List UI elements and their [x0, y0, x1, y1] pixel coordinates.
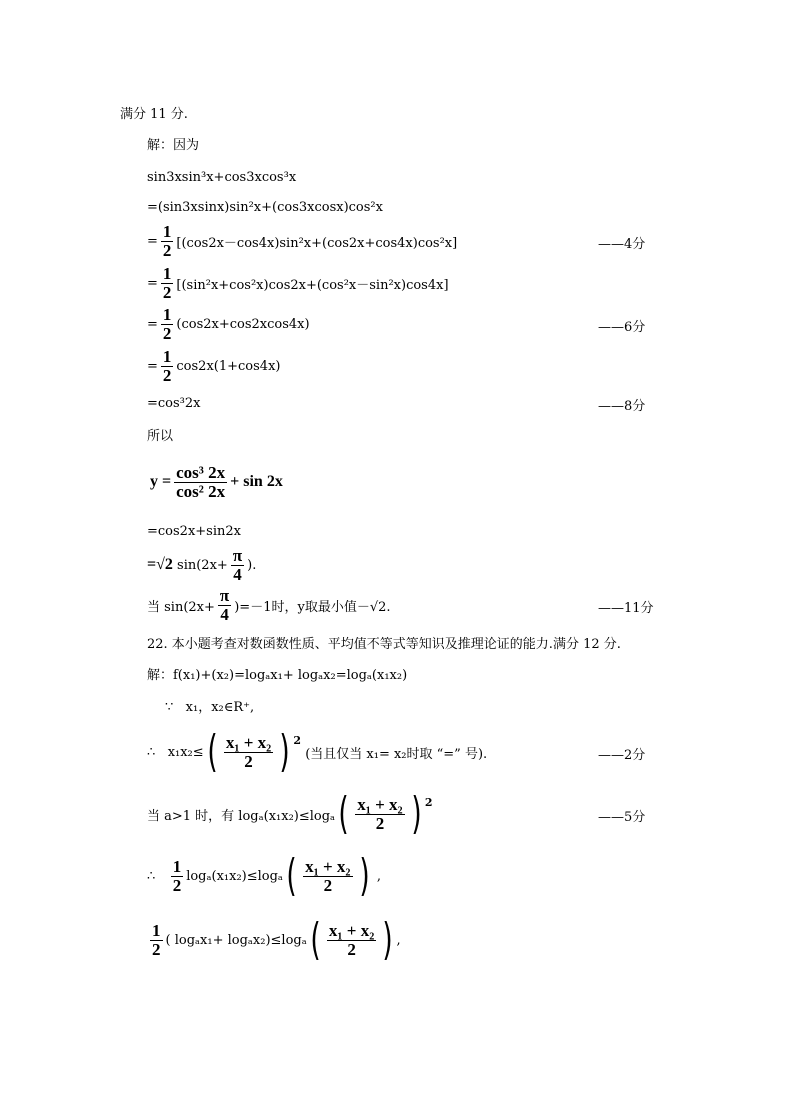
math-expression: ∵ x₁，x₂∈R⁺,	[165, 699, 255, 715]
math-line: $\frac{1}{2}$ ( logₐx₁+ logₐx₂)≤logₐ ( $\frac{\text{x₁ + x₂}}{2}$ ) ,	[152, 914, 401, 965]
therefore-symbol: ∴	[147, 744, 156, 760]
numerator: 1	[162, 304, 172, 324]
numerator: x₁ + x₂	[225, 732, 272, 752]
equals: =	[147, 316, 158, 332]
math-expression: =(sin3xsinx)sin²x+(cos3xcosx)cos²x	[147, 199, 383, 215]
fraction-half	[150, 922, 163, 959]
sqrt-two: =√2	[147, 556, 173, 573]
fraction	[174, 464, 227, 501]
math-line	[165, 685, 254, 725]
math-expression: ( logₐx₁+ logₐx₂)≤logₐ	[165, 932, 307, 948]
math-expression: ,	[396, 932, 401, 948]
math-line	[147, 346, 280, 386]
denominator: 2	[162, 365, 172, 385]
math-expression: [(cos2x－cos4x)sin²x+(cos2x+cos4x)cos²x]	[176, 235, 458, 251]
denominator: 2	[162, 323, 172, 343]
fraction-half	[161, 306, 174, 343]
fraction	[303, 858, 352, 895]
math-expression: cos2x(1+cos4x)	[176, 358, 281, 374]
fraction	[224, 734, 273, 771]
math-expression: logₐ(x₁x₂)≤logₐ	[186, 868, 283, 884]
fraction	[355, 796, 404, 833]
math-expression: ).	[247, 557, 257, 573]
math-expression: [(sin²x+cos²x)cos2x+(cos²x－sin²x)cos4x]	[176, 277, 449, 293]
numerator: cos³ 2x	[176, 462, 226, 482]
numerator: x₁ + x₂	[328, 920, 375, 940]
score-mark: ——11分	[598, 601, 654, 616]
equals: =	[147, 275, 158, 291]
numerator: π	[232, 545, 243, 565]
numerator: π	[219, 585, 230, 605]
denominator: 4	[233, 564, 242, 584]
math-expression: sin3xsin³x+cos3xcos³x	[147, 169, 297, 185]
exponent: 2	[424, 796, 433, 809]
denominator: 4	[220, 604, 229, 624]
problem-22-header: 22. 本小题考查对数函数性质、平均值不等式等知识及推理论证的能力.满分 12 分.	[147, 636, 621, 652]
math-expression: )=－1时，y取最小值－√2.	[234, 599, 391, 615]
fraction-half	[171, 858, 184, 895]
denominator: 2	[347, 939, 356, 959]
math-expression: =cos³2x	[147, 395, 201, 411]
numerator: 1	[162, 221, 172, 241]
math-line: 当 a>1 时，有 logₐ(x₁x₂)≤logₐ ( $\frac{\text{x₁ + x₂}}{2}$ ) 2	[147, 788, 433, 839]
math-expression: =cos2x+sin2x	[147, 523, 241, 539]
math-expression: sin(2x+	[172, 557, 228, 573]
math-expression: + sin 2x	[230, 473, 283, 490]
math-expression: x₁x₂≤	[167, 744, 204, 760]
denominator: cos² 2x	[176, 481, 226, 501]
therefore-symbol: ∴	[147, 868, 156, 884]
score-mark: ——4分	[598, 237, 646, 252]
math-line	[147, 221, 457, 261]
fraction-half	[161, 265, 174, 302]
text: 所以	[147, 428, 174, 444]
fraction-half	[161, 223, 174, 260]
math-expression: 解：f(x₁)+(x₂)=logₐx₁+ logₐx₂=logₐ(x₁x₂)	[147, 667, 408, 683]
score-mark: ——8分	[598, 399, 646, 414]
equals: =	[147, 358, 158, 374]
fraction-pi-over-4	[218, 587, 231, 624]
numerator: 1	[162, 263, 172, 283]
denominator: 2	[244, 751, 253, 771]
math-expression: (cos2x+cos2xcos4x)	[176, 316, 310, 332]
numerator: x₁ + x₂	[357, 794, 403, 814]
math-line	[147, 263, 449, 303]
math-expression: ,	[372, 868, 381, 884]
fraction-half	[161, 348, 174, 385]
math-line	[147, 585, 391, 625]
denominator: 2	[162, 282, 172, 302]
fraction-pi-over-4	[231, 547, 244, 584]
math-expression: 当 a>1 时，有 logₐ(x₁x₂)≤logₐ	[147, 808, 336, 824]
math-expression: 当 sin(2x+	[147, 599, 215, 615]
math-line: ∴ $\frac{1}{2}$ logₐ(x₁x₂)≤logₐ ( $\frac{\text{x₁ + x₂}}{2}$ ) ,	[147, 850, 381, 901]
numerator: x₁ + x₂	[305, 856, 351, 876]
denominator: 2	[152, 939, 161, 959]
full-score-note: 满分 11 分.	[120, 106, 188, 122]
score-mark: ——2分	[598, 748, 646, 763]
denominator: 2	[172, 875, 182, 895]
score-mark: ——6分	[598, 320, 646, 335]
exponent: 2	[293, 734, 302, 747]
fraction	[327, 922, 376, 959]
equals: =	[147, 233, 158, 249]
text-line	[147, 414, 173, 454]
math-line: ∴ x₁x₂≤ ( $\frac{\text{x₁ + x₂}}{2}$ ) 2 (当且仅当 x₁= x₂时取 “=” 号).	[147, 726, 488, 777]
denominator: 2	[323, 875, 333, 895]
score-mark: ——5分	[598, 810, 646, 825]
math-line	[147, 545, 256, 585]
denominator: 2	[375, 813, 385, 833]
numerator: 1	[162, 346, 172, 366]
numerator: 1	[172, 856, 182, 876]
math-line	[150, 462, 283, 502]
math-expression: (当且仅当 x₁= x₂时取 “=” 号).	[301, 746, 488, 762]
denominator: 2	[162, 240, 172, 260]
numerator: 1	[152, 920, 161, 940]
math-line	[147, 304, 310, 344]
solution-label: 解：因为	[147, 137, 200, 153]
math-expression: y =	[150, 473, 172, 490]
